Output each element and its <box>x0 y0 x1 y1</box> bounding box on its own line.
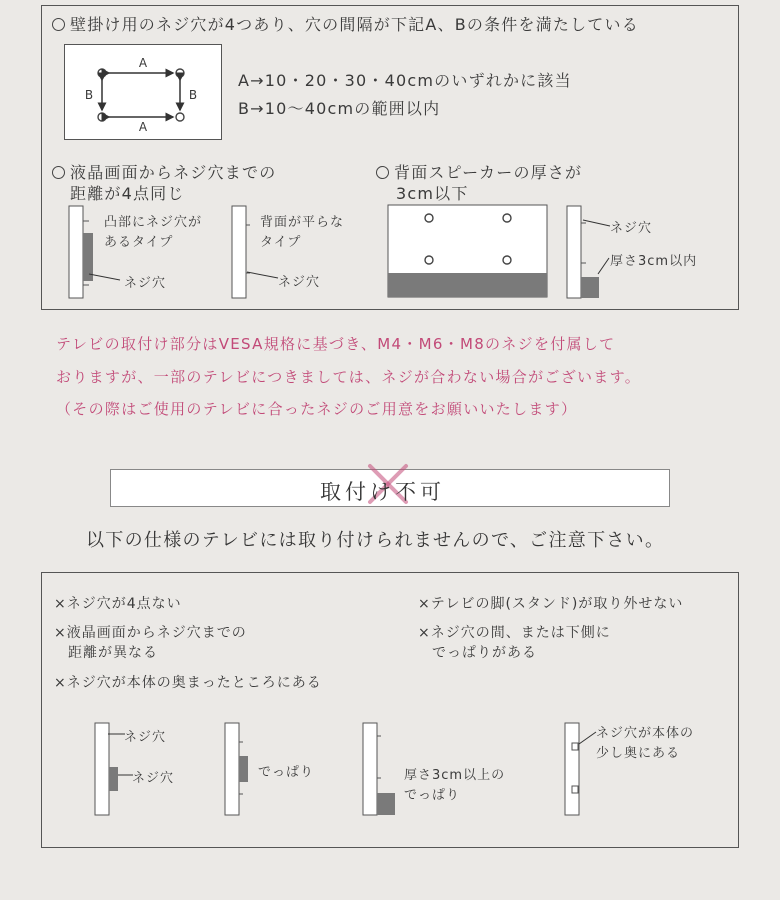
fig1-screw-label-2: ネジ穴 <box>132 771 175 786</box>
label-b-right: B <box>188 88 198 102</box>
type1-screw-label: ネジ穴 <box>124 276 167 291</box>
type2-screw-label: ネジ穴 <box>278 275 321 290</box>
speaker-screw-label: ネジ穴 <box>610 221 653 236</box>
notice-line-2: おりますが、一部のテレビにつきましては、ネジが合わない場合がございます。 <box>56 368 642 386</box>
fig3-label: 厚さ3cm以上の でっぱり <box>404 768 506 803</box>
label-a-bottom: A <box>138 120 148 134</box>
leader-line <box>582 218 612 230</box>
tv-side-protruding-figure <box>66 203 96 301</box>
item-no-four-holes: ×ネジ穴が4点ない <box>54 596 182 612</box>
leader-line <box>246 270 280 282</box>
screw-hole <box>176 113 184 121</box>
label-a-top: A <box>138 56 148 70</box>
circle-bullet-icon <box>52 166 65 179</box>
leader-line <box>578 730 598 746</box>
item-protrusion: ×ネジ穴の間、または下側に でっぱりがある <box>418 625 611 661</box>
leader-line <box>597 256 611 276</box>
fig4-label: ネジ穴が本体の 少し奥にある <box>596 726 695 761</box>
fig2-bump-label: でっぱり <box>258 765 315 780</box>
speaker-thickness-label: 厚さ3cm以内 <box>610 254 698 269</box>
condition-3: 背面スピーカーの厚さが <box>376 160 582 183</box>
tv-side-bump-figure <box>222 720 252 818</box>
screw-hole <box>98 113 106 121</box>
item-recessed-holes: ×ネジ穴が本体の奥まったところにある <box>54 675 322 691</box>
tv-side-thick-bump-figure <box>360 720 400 818</box>
fig1-screw-label-1: ネジ穴 <box>124 730 167 745</box>
notice-line-1: テレビの取付け部分はVESA規格に基づき、M4・M6・M8のネジを付属して <box>56 335 616 353</box>
condition-3-line2: 3cm以下 <box>396 184 469 203</box>
hole-spacing-diagram <box>64 44 222 140</box>
circle-bullet-icon <box>52 18 65 31</box>
item-distance-differs: ×液晶画面からネジ穴までの 距離が異なる <box>54 625 247 661</box>
notice-line-3: （その際はご使用のテレビに合ったネジのご用意をお願いいたします） <box>56 400 578 418</box>
item-stand-not-removable: ×テレビの脚(スタンド)が取り外せない <box>418 596 684 612</box>
screw-hole <box>176 69 184 77</box>
tv-back-speaker-figure <box>387 204 549 299</box>
banner-title: 取付け不可 <box>320 480 445 504</box>
circle-bullet-icon <box>376 166 389 179</box>
tv-side-flat-figure <box>229 203 251 301</box>
type1-label: 凸部にネジ穴が あるタイプ <box>104 215 203 250</box>
condition-2-line2: 距離が4点同じ <box>70 184 185 203</box>
banner-subtitle: 以下の仕様のテレビには取り付けられませんので、ご注意下さい。 <box>86 530 665 551</box>
condition-2: 液晶画面からネジ穴までの <box>52 160 276 183</box>
label-b-left: B <box>84 88 94 102</box>
rule-b: B→10〜40cmの範囲以内 <box>238 99 441 118</box>
hole-spacing-svg <box>65 45 221 139</box>
condition-1: 壁掛け用のネジ穴が4つあり、穴の間隔が下記A、Bの条件を満たしている <box>52 12 639 35</box>
rule-a: A→10・20・30・40cmのいずれかに該当 <box>238 71 572 90</box>
leader-line <box>88 272 122 284</box>
type2-label: 背面が平らな タイプ <box>260 215 345 250</box>
screw-hole <box>98 69 106 77</box>
